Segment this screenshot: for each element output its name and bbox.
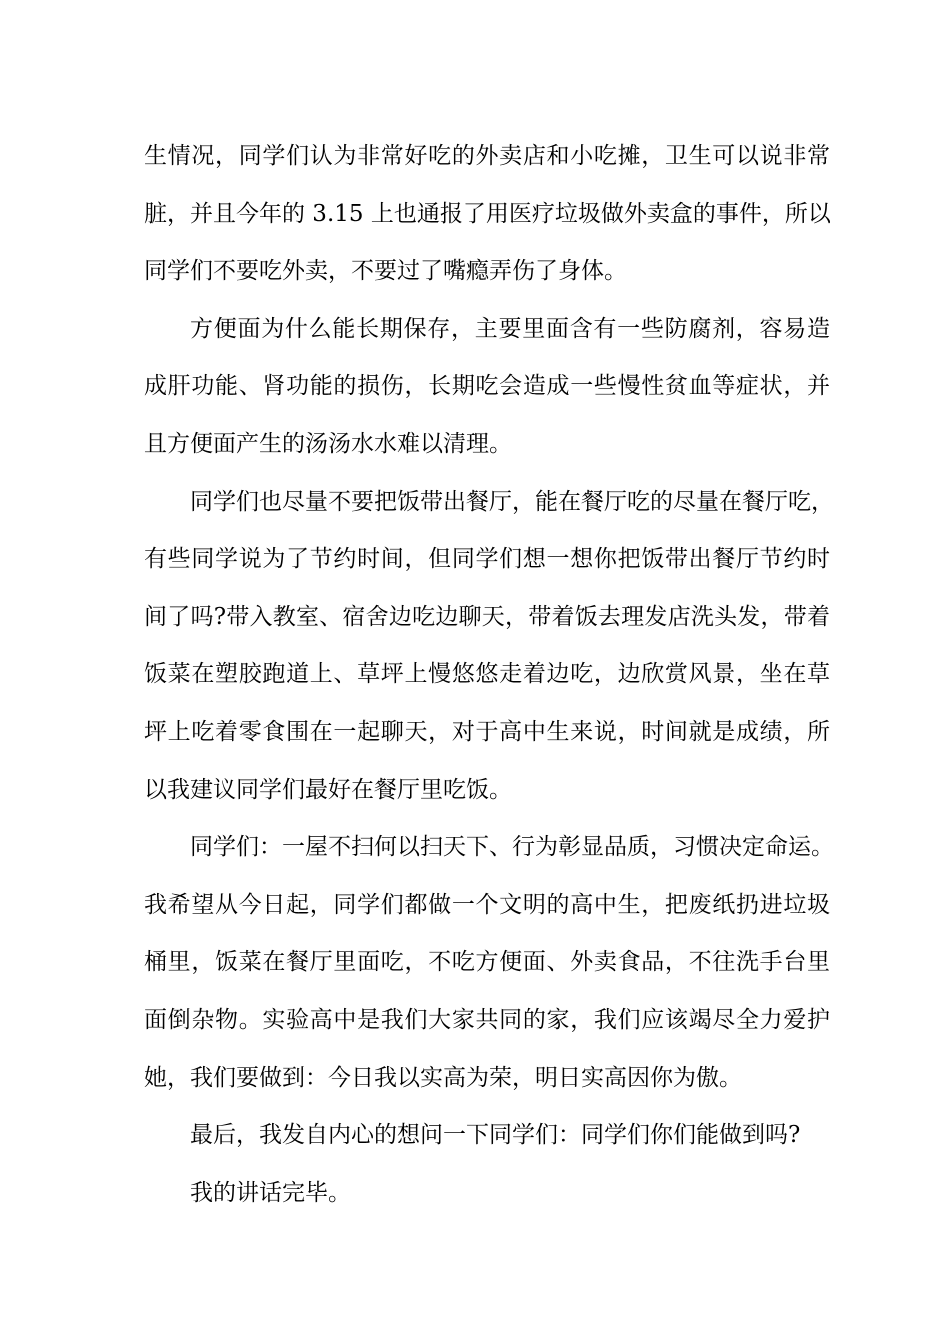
text-line: 桶里，饭菜在餐厅里面吃，不吃方便面、外卖食品，不往洗手台里	[144, 949, 830, 976]
text-line: 同学们也尽量不要把饭带出餐厅，能在餐厅吃的尽量在餐厅吃，	[190, 488, 834, 515]
text-line: 最后，我发自内心的想问一下同学们：同学们你们能做到吗?	[190, 1122, 801, 1149]
text-line: 我的讲话完毕。	[190, 1179, 351, 1206]
text-line: 方便面为什么能长期保存，主要里面含有一些防腐剂，容易造	[190, 315, 830, 342]
text-line: 同学们不要吃外卖，不要过了嘴瘾弄伤了身体。	[144, 258, 627, 285]
text-line: 间了吗?带入教室、宿舍边吃边聊天，带着饭去理发店洗头发，带着	[144, 603, 830, 630]
text-line: 她，我们要做到：今日我以实高为荣，明日实高因你为傲。	[144, 1064, 742, 1091]
text-line: 我希望从今日起，同学们都做一个文明的高中生，把废纸扔进垃圾	[144, 891, 830, 918]
text-line: 生情况，同学们认为非常好吃的外卖店和小吃摊，卫生可以说非常	[144, 143, 830, 169]
text-line: 面倒杂物。实验高中是我们大家共同的家，我们应该竭尽全力爱护	[144, 1006, 830, 1033]
text-line: 饭菜在塑胶跑道上、草坪上慢悠悠走着边吃，边欣赏风景，坐在草	[144, 661, 830, 688]
text-line: 以我建议同学们最好在餐厅里吃饭。	[144, 776, 512, 803]
text-line: 同学们：一屋不扫何以扫天下、行为彰显品质，习惯决定命运。	[190, 834, 834, 861]
text-line: 有些同学说为了节约时间，但同学们想一想你把饭带出餐厅节约时	[144, 546, 830, 573]
document-body	[144, 128, 834, 1222]
text-line: 成肝功能、肾功能的损伤，长期吃会造成一些慢性贫血等症状，并	[144, 373, 830, 400]
text-line: 且方便面产生的汤汤水水难以清理。	[144, 430, 512, 457]
text-line: 坪上吃着零食围在一起聊天，对于高中生来说，时间就是成绩，所	[144, 718, 830, 745]
text-line: 脏，并且今年的 3.15 上也通报了用医疗垃圾做外卖盒的事件，所以	[144, 200, 831, 227]
